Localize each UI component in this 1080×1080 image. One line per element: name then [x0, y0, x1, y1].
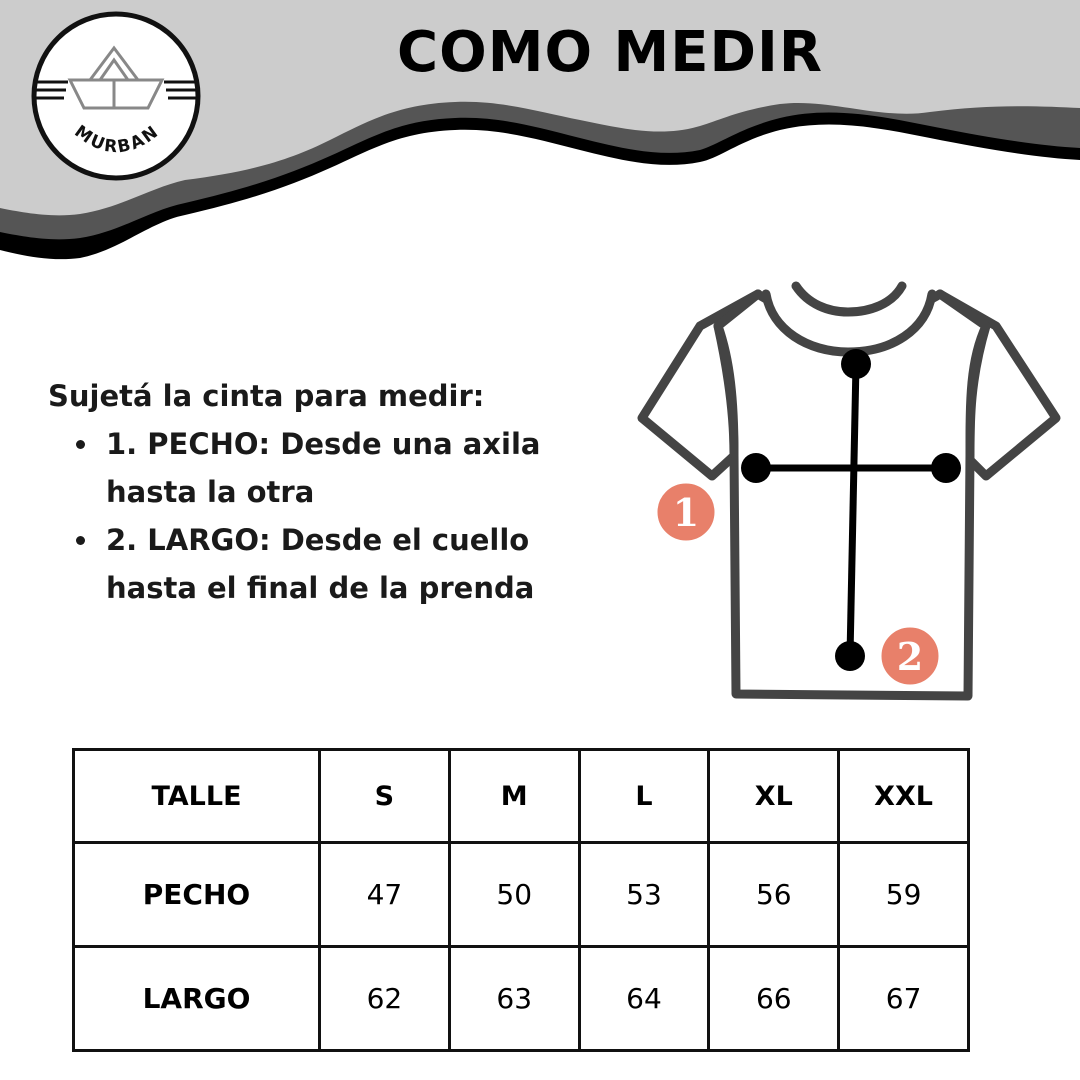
table-cell: 50	[449, 843, 579, 947]
table-cell: 64	[579, 947, 709, 1051]
instructions-intro: Sujetá la cinta para medir:	[48, 379, 485, 413]
instructions-list	[48, 420, 608, 612]
table-cell: 56	[709, 843, 839, 947]
chest-point-left	[741, 453, 771, 483]
size-header-cell: L	[579, 750, 709, 843]
instruction-length: 2. LARGO: Desde el cuello hasta el final de la prenda	[48, 516, 608, 612]
chest-point-right	[931, 453, 961, 483]
table-cell: 53	[579, 843, 709, 947]
length-point-bottom	[835, 641, 865, 671]
size-header-cell: XL	[709, 750, 839, 843]
table-cell: 66	[709, 947, 839, 1051]
measure-instructions	[48, 372, 608, 612]
size-header-cell: XXL	[839, 750, 969, 843]
instruction-chest: 1. PECHO: Desde una axila hasta la otra	[48, 420, 608, 516]
marker-2-badge	[880, 626, 940, 686]
table-cell: 47	[320, 843, 450, 947]
page-title: COMO MEDIR	[397, 20, 823, 85]
size-table	[72, 748, 970, 1052]
marker-1-label: 1	[672, 490, 700, 535]
row-label-chest: PECHO	[74, 843, 320, 947]
marker-1-badge	[656, 482, 716, 542]
brand-name: MURBAN	[70, 121, 164, 158]
table-cell: 59	[839, 843, 969, 947]
length-point-top	[841, 349, 871, 379]
table-row-length	[74, 947, 969, 1051]
size-header-cell: M	[449, 750, 579, 843]
row-label-length: LARGO	[74, 947, 320, 1051]
table-cell: 62	[320, 947, 450, 1051]
table-row-chest	[74, 843, 969, 947]
brand-logo	[28, 8, 204, 184]
size-header-label: TALLE	[74, 750, 320, 843]
size-header-row	[74, 750, 969, 843]
table-cell: 63	[449, 947, 579, 1051]
tshirt-diagram	[630, 270, 1070, 720]
marker-2-label: 2	[896, 634, 924, 679]
size-header-cell: S	[320, 750, 450, 843]
table-cell: 67	[839, 947, 969, 1051]
